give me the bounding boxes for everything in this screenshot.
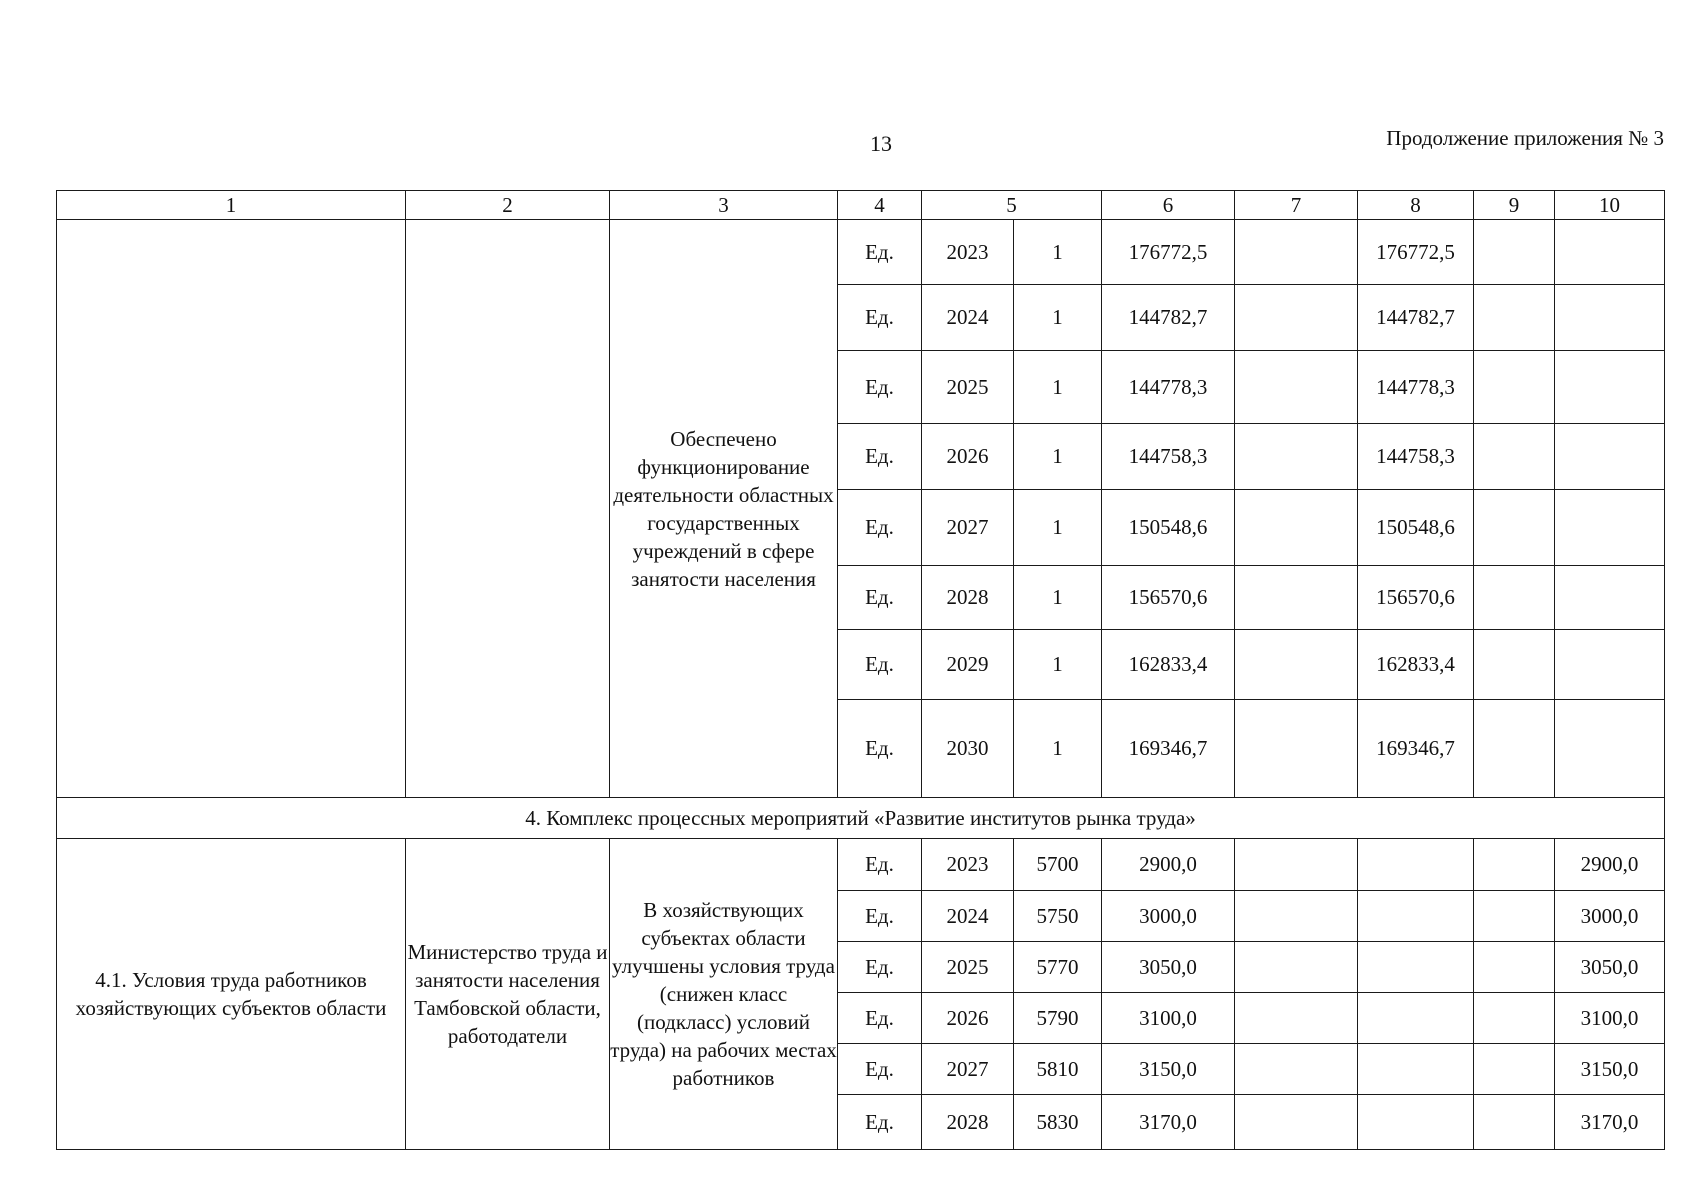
column-header: 3 bbox=[610, 191, 838, 220]
col9-cell bbox=[1474, 220, 1555, 285]
col7-cell bbox=[1235, 220, 1358, 285]
unit-cell: Ед. bbox=[838, 351, 922, 424]
col10-cell: 3100,0 bbox=[1555, 993, 1665, 1044]
table-row bbox=[57, 220, 1665, 285]
column-header: 6 bbox=[1102, 191, 1235, 220]
col9-cell bbox=[1474, 700, 1555, 798]
col6-cell: 3050,0 bbox=[1102, 942, 1235, 993]
value-cell: 5810 bbox=[1014, 1044, 1102, 1095]
col6-cell: 3170,0 bbox=[1102, 1095, 1235, 1150]
value-cell: 5790 bbox=[1014, 993, 1102, 1044]
unit-cell: Ед. bbox=[838, 942, 922, 993]
col9-cell bbox=[1474, 1095, 1555, 1150]
col10-cell: 3170,0 bbox=[1555, 1095, 1665, 1150]
col10-cell: 3050,0 bbox=[1555, 942, 1665, 993]
col10-cell bbox=[1555, 220, 1665, 285]
col7-cell bbox=[1235, 285, 1358, 351]
year-cell: 2029 bbox=[922, 630, 1014, 700]
col9-cell bbox=[1474, 351, 1555, 424]
value-cell: 1 bbox=[1014, 351, 1102, 424]
col6-cell: 144778,3 bbox=[1102, 351, 1235, 424]
unit-cell: Ед. bbox=[838, 490, 922, 566]
year-cell: 2023 bbox=[922, 220, 1014, 285]
col9-cell bbox=[1474, 891, 1555, 942]
col8-cell bbox=[1358, 839, 1474, 891]
col7-cell bbox=[1235, 566, 1358, 630]
cell-col1-empty bbox=[57, 220, 406, 798]
col6-cell: 2900,0 bbox=[1102, 839, 1235, 891]
col10-cell bbox=[1555, 700, 1665, 798]
year-cell: 2028 bbox=[922, 1095, 1014, 1150]
col9-cell bbox=[1474, 490, 1555, 566]
col10-cell: 3000,0 bbox=[1555, 891, 1665, 942]
column-header: 8 bbox=[1358, 191, 1474, 220]
cell-col2-empty bbox=[406, 220, 610, 798]
value-cell: 1 bbox=[1014, 700, 1102, 798]
unit-cell: Ед. bbox=[838, 285, 922, 351]
col9-cell bbox=[1474, 566, 1555, 630]
year-cell: 2027 bbox=[922, 1044, 1014, 1095]
col9-cell bbox=[1474, 839, 1555, 891]
col7-cell bbox=[1235, 424, 1358, 490]
col8-cell: 162833,4 bbox=[1358, 630, 1474, 700]
col10-cell: 2900,0 bbox=[1555, 839, 1665, 891]
year-cell: 2024 bbox=[922, 285, 1014, 351]
col7-cell bbox=[1235, 993, 1358, 1044]
unit-cell: Ед. bbox=[838, 566, 922, 630]
value-cell: 1 bbox=[1014, 424, 1102, 490]
unit-cell: Ед. bbox=[838, 630, 922, 700]
year-cell: 2023 bbox=[922, 839, 1014, 891]
column-header: 7 bbox=[1235, 191, 1358, 220]
col6-cell: 144782,7 bbox=[1102, 285, 1235, 351]
value-cell: 1 bbox=[1014, 490, 1102, 566]
column-header-row bbox=[57, 191, 1665, 220]
col7-cell bbox=[1235, 630, 1358, 700]
year-cell: 2025 bbox=[922, 942, 1014, 993]
col7-cell bbox=[1235, 490, 1358, 566]
col10-cell bbox=[1555, 566, 1665, 630]
col6-cell: 3100,0 bbox=[1102, 993, 1235, 1044]
appendix-note: Продолжение приложения № 3 bbox=[1386, 126, 1664, 150]
col8-cell: 150548,6 bbox=[1358, 490, 1474, 566]
column-header: 5 bbox=[922, 191, 1102, 220]
column-header: 10 bbox=[1555, 191, 1665, 220]
col8-cell: 144758,3 bbox=[1358, 424, 1474, 490]
col8-cell: 169346,7 bbox=[1358, 700, 1474, 798]
col9-cell bbox=[1474, 424, 1555, 490]
value-cell: 5700 bbox=[1014, 839, 1102, 891]
year-cell: 2030 bbox=[922, 700, 1014, 798]
column-header: 2 bbox=[406, 191, 610, 220]
page-number: 13 bbox=[870, 131, 892, 156]
column-header: 4 bbox=[838, 191, 922, 220]
year-cell: 2024 bbox=[922, 891, 1014, 942]
year-cell: 2028 bbox=[922, 566, 1014, 630]
col9-cell bbox=[1474, 1044, 1555, 1095]
unit-cell: Ед. bbox=[838, 839, 922, 891]
col10-cell bbox=[1555, 630, 1665, 700]
col6-cell: 162833,4 bbox=[1102, 630, 1235, 700]
unit-cell: Ед. bbox=[838, 700, 922, 798]
value-cell: 5830 bbox=[1014, 1095, 1102, 1150]
unit-cell: Ед. bbox=[838, 1095, 922, 1150]
column-header: 1 bbox=[57, 191, 406, 220]
col8-cell bbox=[1358, 1095, 1474, 1150]
year-cell: 2026 bbox=[922, 424, 1014, 490]
activity-name: 4.1. Условия труда работников хозяйствующих субъектов области bbox=[57, 839, 406, 1150]
col8-cell: 156570,6 bbox=[1358, 566, 1474, 630]
col10-cell bbox=[1555, 285, 1665, 351]
col8-cell bbox=[1358, 891, 1474, 942]
unit-cell: Ед. bbox=[838, 1044, 922, 1095]
col6-cell: 3000,0 bbox=[1102, 891, 1235, 942]
col10-cell bbox=[1555, 424, 1665, 490]
col10-cell: 3150,0 bbox=[1555, 1044, 1665, 1095]
table-row bbox=[57, 839, 1665, 891]
col6-cell: 156570,6 bbox=[1102, 566, 1235, 630]
year-cell: 2026 bbox=[922, 993, 1014, 1044]
unit-cell: Ед. bbox=[838, 220, 922, 285]
col10-cell bbox=[1555, 351, 1665, 424]
result-description: В хозяйствующих субъектах области улучшены условия труда (снижен класс (подкласс) условий труда) на рабочих местах работников bbox=[610, 839, 838, 1150]
col6-cell: 169346,7 bbox=[1102, 700, 1235, 798]
col7-cell bbox=[1235, 1095, 1358, 1150]
value-cell: 1 bbox=[1014, 566, 1102, 630]
value-cell: 5770 bbox=[1014, 942, 1102, 993]
unit-cell: Ед. bbox=[838, 891, 922, 942]
col9-cell bbox=[1474, 285, 1555, 351]
section-row bbox=[57, 798, 1665, 839]
unit-cell: Ед. bbox=[838, 424, 922, 490]
col7-cell bbox=[1235, 700, 1358, 798]
col7-cell bbox=[1235, 942, 1358, 993]
col8-cell bbox=[1358, 942, 1474, 993]
col10-cell bbox=[1555, 490, 1665, 566]
col8-cell: 144782,7 bbox=[1358, 285, 1474, 351]
col7-cell bbox=[1235, 351, 1358, 424]
data-table bbox=[56, 190, 1665, 1150]
result-description: Обеспечено функционирование деятельности областных государственных учреждений в сфере занятости населения bbox=[610, 220, 838, 798]
col8-cell: 144778,3 bbox=[1358, 351, 1474, 424]
year-cell: 2027 bbox=[922, 490, 1014, 566]
col8-cell: 176772,5 bbox=[1358, 220, 1474, 285]
col6-cell: 3150,0 bbox=[1102, 1044, 1235, 1095]
col8-cell bbox=[1358, 993, 1474, 1044]
value-cell: 5750 bbox=[1014, 891, 1102, 942]
col9-cell bbox=[1474, 993, 1555, 1044]
col9-cell bbox=[1474, 630, 1555, 700]
col7-cell bbox=[1235, 839, 1358, 891]
col8-cell bbox=[1358, 1044, 1474, 1095]
col6-cell: 150548,6 bbox=[1102, 490, 1235, 566]
section-title: 4. Комплекс процессных мероприятий «Развитие институтов рынка труда» bbox=[57, 798, 1665, 839]
value-cell: 1 bbox=[1014, 285, 1102, 351]
unit-cell: Ед. bbox=[838, 993, 922, 1044]
col6-cell: 176772,5 bbox=[1102, 220, 1235, 285]
column-header: 9 bbox=[1474, 191, 1555, 220]
col7-cell bbox=[1235, 891, 1358, 942]
value-cell: 1 bbox=[1014, 220, 1102, 285]
year-cell: 2025 bbox=[922, 351, 1014, 424]
col6-cell: 144758,3 bbox=[1102, 424, 1235, 490]
col7-cell bbox=[1235, 1044, 1358, 1095]
value-cell: 1 bbox=[1014, 630, 1102, 700]
responsible-executor: Министерство труда и занятости населения Тамбовской области, работодатели bbox=[406, 839, 610, 1150]
col9-cell bbox=[1474, 942, 1555, 993]
